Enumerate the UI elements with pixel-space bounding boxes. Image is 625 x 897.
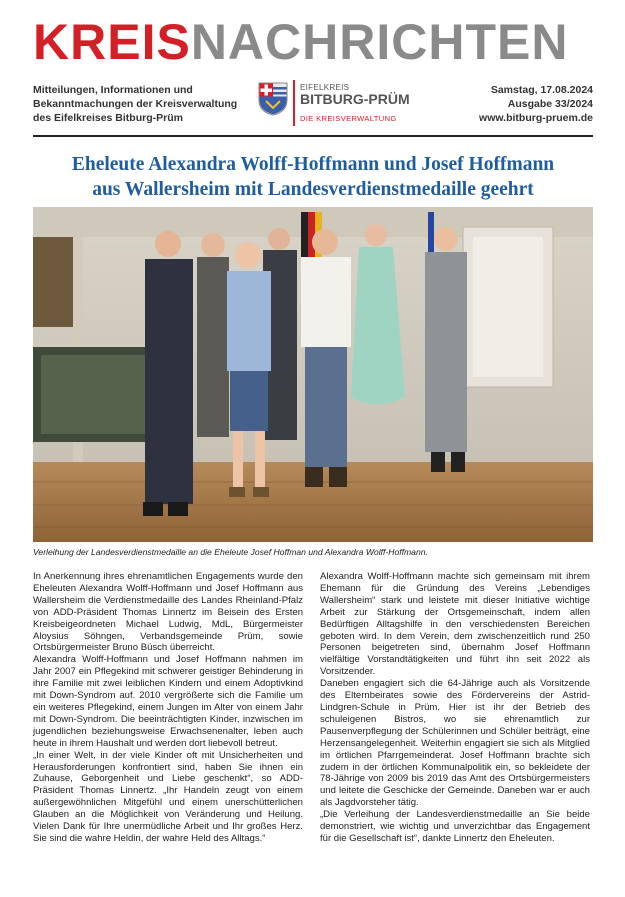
header-rule [33, 135, 593, 137]
logo-title: BITBURG-PRÜM [300, 91, 410, 107]
website-link[interactable]: www.bitburg-pruem.de [479, 112, 593, 124]
issue-date: Samstag, 17.08.2024 [490, 84, 593, 96]
article-column-left [33, 571, 303, 845]
article-headline [33, 152, 593, 202]
paragraph: „In einer Welt, in der viele Kinder oft mit Unsicherheiten und Herausforderungen konfrontiert sind, haben Sie ihnen ein Zuhause, Geborgenheit und Liebe geschenkt“, so ADD-Präsident Thomas Linnertz. „Ihr Handeln zeugt von einem außergewöhnlichen Mitgefühl und einem unerschütterlichen Glauben an die Möglichkeit von Veränderung und Heilung. Vielen Dank für Ihre unermüdliche Arbeit und Ihr großes Herz. Sie sind die wahre Heldin, der wahre Held des Alltags.“ [33, 749, 303, 844]
paragraph: In Anerkennung ihres ehrenamtlichen Engagements wurde den Eheleuten Alexandra Wolff-Hoffmann und Josef Hoffmann aus Wallersheim die Verdienstmedaille des Landes Rheinland-Pfalz von ADD-Präsident Thomas Linnertz im Beisein des Ersten Kreisbeigeordneten Michael Ludwig, MdL, Bürgermeister Aloysius Söhngen, Verbandsgemeinde Prüm, sowie Ortsbürgermeister Bruno Büsch überreicht. [33, 571, 303, 654]
award-photo [33, 207, 593, 542]
paragraph: Alexandra Wolff-Hoffmann machte sich gemeinsam mit ihrem Ehemann für die Gründung des Vereins „Lebendiges Wallersheim“ stark und leistete mit dieser Initiative wichtige Arbeit zur Stärkung der Ortsgemeinschaft, indem allen Bedürftigen Alltagshilfe in den verschiedensten Bereichen geboten wird. In dem Verein, dem zwischenzeitlich rund 250 Personen beigetreten sind, übernahm Josef Hoffmann vielfältige Vorstandtätigkeiten und führt ihn seit 2022 als Vorsitzender. [320, 571, 590, 678]
article-column-right [320, 571, 590, 845]
headline-line-1: Eheleute Alexandra Wolff-Hoffmann und Josef Hoffmann [71, 154, 555, 175]
paragraph: Daneben engagiert sich die 64-Jährige auch als Vorsitzende des Elternbeirates sowie des Fördervereins der Astrid-Lindgren-Schule in Prüm. Hier ist ihr der Betrieb des schuleigenen Bistros, wo sie ehrenamtlich zur Pausenverpflegung der Schülerinnen und Schüler beiträgt, eine Herzensangelegenheit. Weiterhin engagiert sie sich als Mitglied im örtlichen Pfarrgemeinderat. Josef Hoffmann brachte sich zudem in der örtlichen Kommunalpolitik ein, so bekleidete der 78-Jährige von 2009 bis 2019 das Amt des Ortsbürgermeisters und leitete die Geschicke der Gemeinde. Daneben war er auch als Jagdvorsteher tätig. [320, 678, 590, 809]
coat-of-arms-icon [258, 82, 288, 116]
issue-number: Ausgabe 33/2024 [507, 98, 593, 110]
award-photo-illustration [33, 207, 593, 542]
header-line: Mitteilungen, Informationen und [33, 84, 193, 96]
masthead [33, 14, 568, 70]
masthead-part2: NACHRICHTEN [190, 14, 569, 70]
logo-small-text: EIFELKREIS [300, 83, 350, 92]
photo-caption: Verleihung der Landesverdienstmedaille an die Eheleute Josef Hoffman und Alexandra Wolff-Hoffmann. [33, 547, 428, 557]
district-logo [258, 78, 418, 130]
headline-line-2: aus Wallersheim mit Landesverdienstmedaille geehrt [92, 179, 534, 200]
logo-subtitle: DIE KREISVERWALTUNG [300, 114, 397, 123]
header-line: des Eifelkreises Bitburg-Prüm [33, 112, 183, 124]
header-line: Bekanntmachungen der Kreisverwaltung [33, 98, 238, 110]
paragraph: Alexandra Wolff-Hoffmann und Josef Hoffmann nahmen im Jahr 2007 ein Pflegekind mit schwerer geistiger Behinderung in ihre Familie mit zwei leiblichen Kindern und einem Adoptivkind mit Down-Syndrom auf. 2010 vergrößerte sich die Familie um ein weiteres Pflegekind, einem Jungen im Alter von einem Jahr mit Down-Syndrom. Die beeinträchtigten Kinder, inzwischen im jugendlichen beziehungsweise Erwachsenenalter, leben auch heute in ihrem Haushalt und werden dort liebevoll betreut. [33, 654, 303, 749]
logo-divider [293, 80, 295, 126]
paragraph: „Die Verleihung der Landesverdienstmedaille an Sie beide demonstriert, wie wichtig und unverzichtbar das Engagement für die Gesellschaft ist“, dankte Linnertz den Eheleuten. [320, 809, 590, 844]
header-description [33, 83, 248, 125]
issue-info [423, 83, 593, 125]
masthead-part1: KREIS [33, 14, 191, 70]
